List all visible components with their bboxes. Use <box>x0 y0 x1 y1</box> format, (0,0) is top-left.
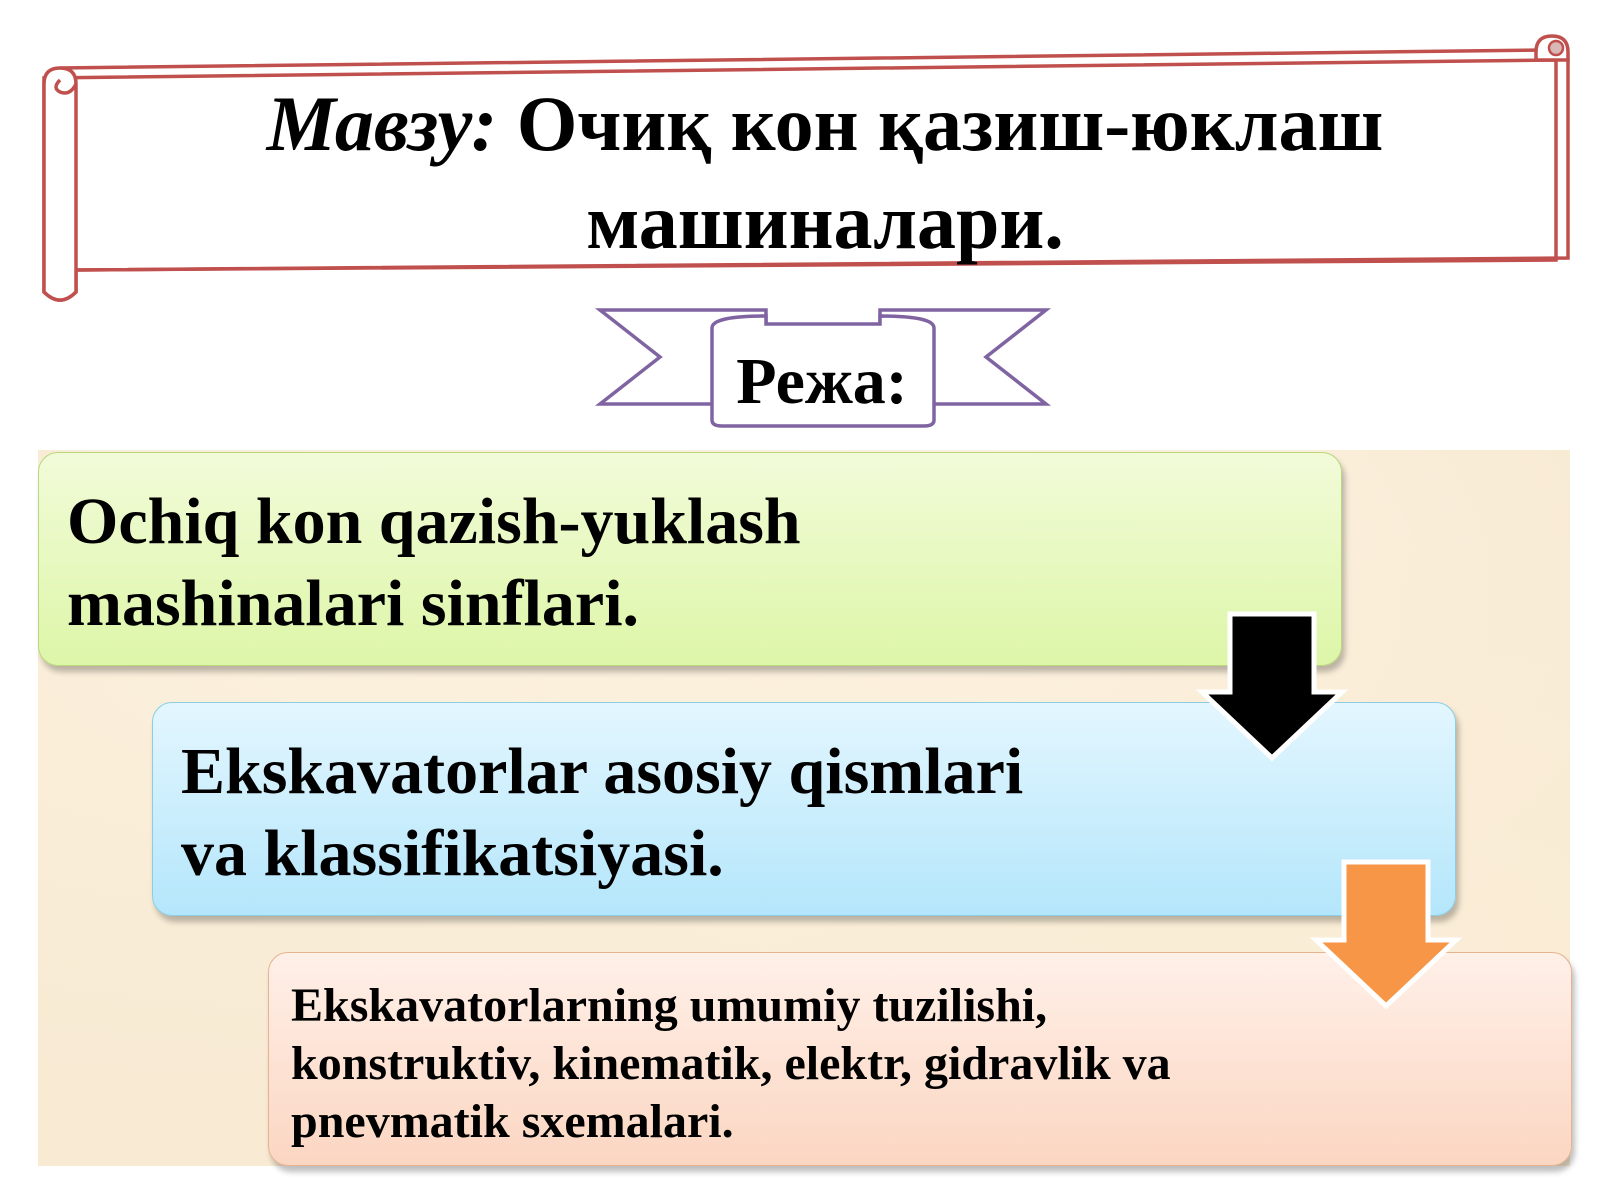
title-text-1: Очиқ кон қазиш-юклаш <box>516 80 1384 167</box>
plan-label: Режа: <box>736 345 908 418</box>
arrow-down-icon <box>1306 856 1466 1014</box>
plan-item-1-line-2: mashinalari sinflari. <box>67 567 640 640</box>
title-line-2: машиналари. <box>586 178 1064 265</box>
topic-title <box>90 78 1560 268</box>
plan-item-3-line-2: konstruktiv, kinematik, elektr, gidravlik va <box>291 1037 1171 1090</box>
plan-item-1 <box>38 452 1342 666</box>
topic-label: Мавзу: <box>266 80 498 167</box>
plan-item-3-line-3: pnevmatik sxemalari. <box>291 1095 734 1148</box>
plan-item-2-line-2: va klassifikatsiyasi. <box>181 817 724 890</box>
arrow-down-icon <box>1192 608 1352 766</box>
plan-item-1-line-1: Ochiq kon qazish-yuklash <box>67 485 801 558</box>
plan-item-2-line-1: Ekskavatorlar asosiy qismlari <box>181 735 1024 808</box>
plan-item-3-line-1: Ekskavatorlarning umumiy tuzilishi, <box>291 979 1048 1032</box>
title-line-1 <box>267 75 1384 173</box>
plan-item-1-text <box>67 481 1287 645</box>
